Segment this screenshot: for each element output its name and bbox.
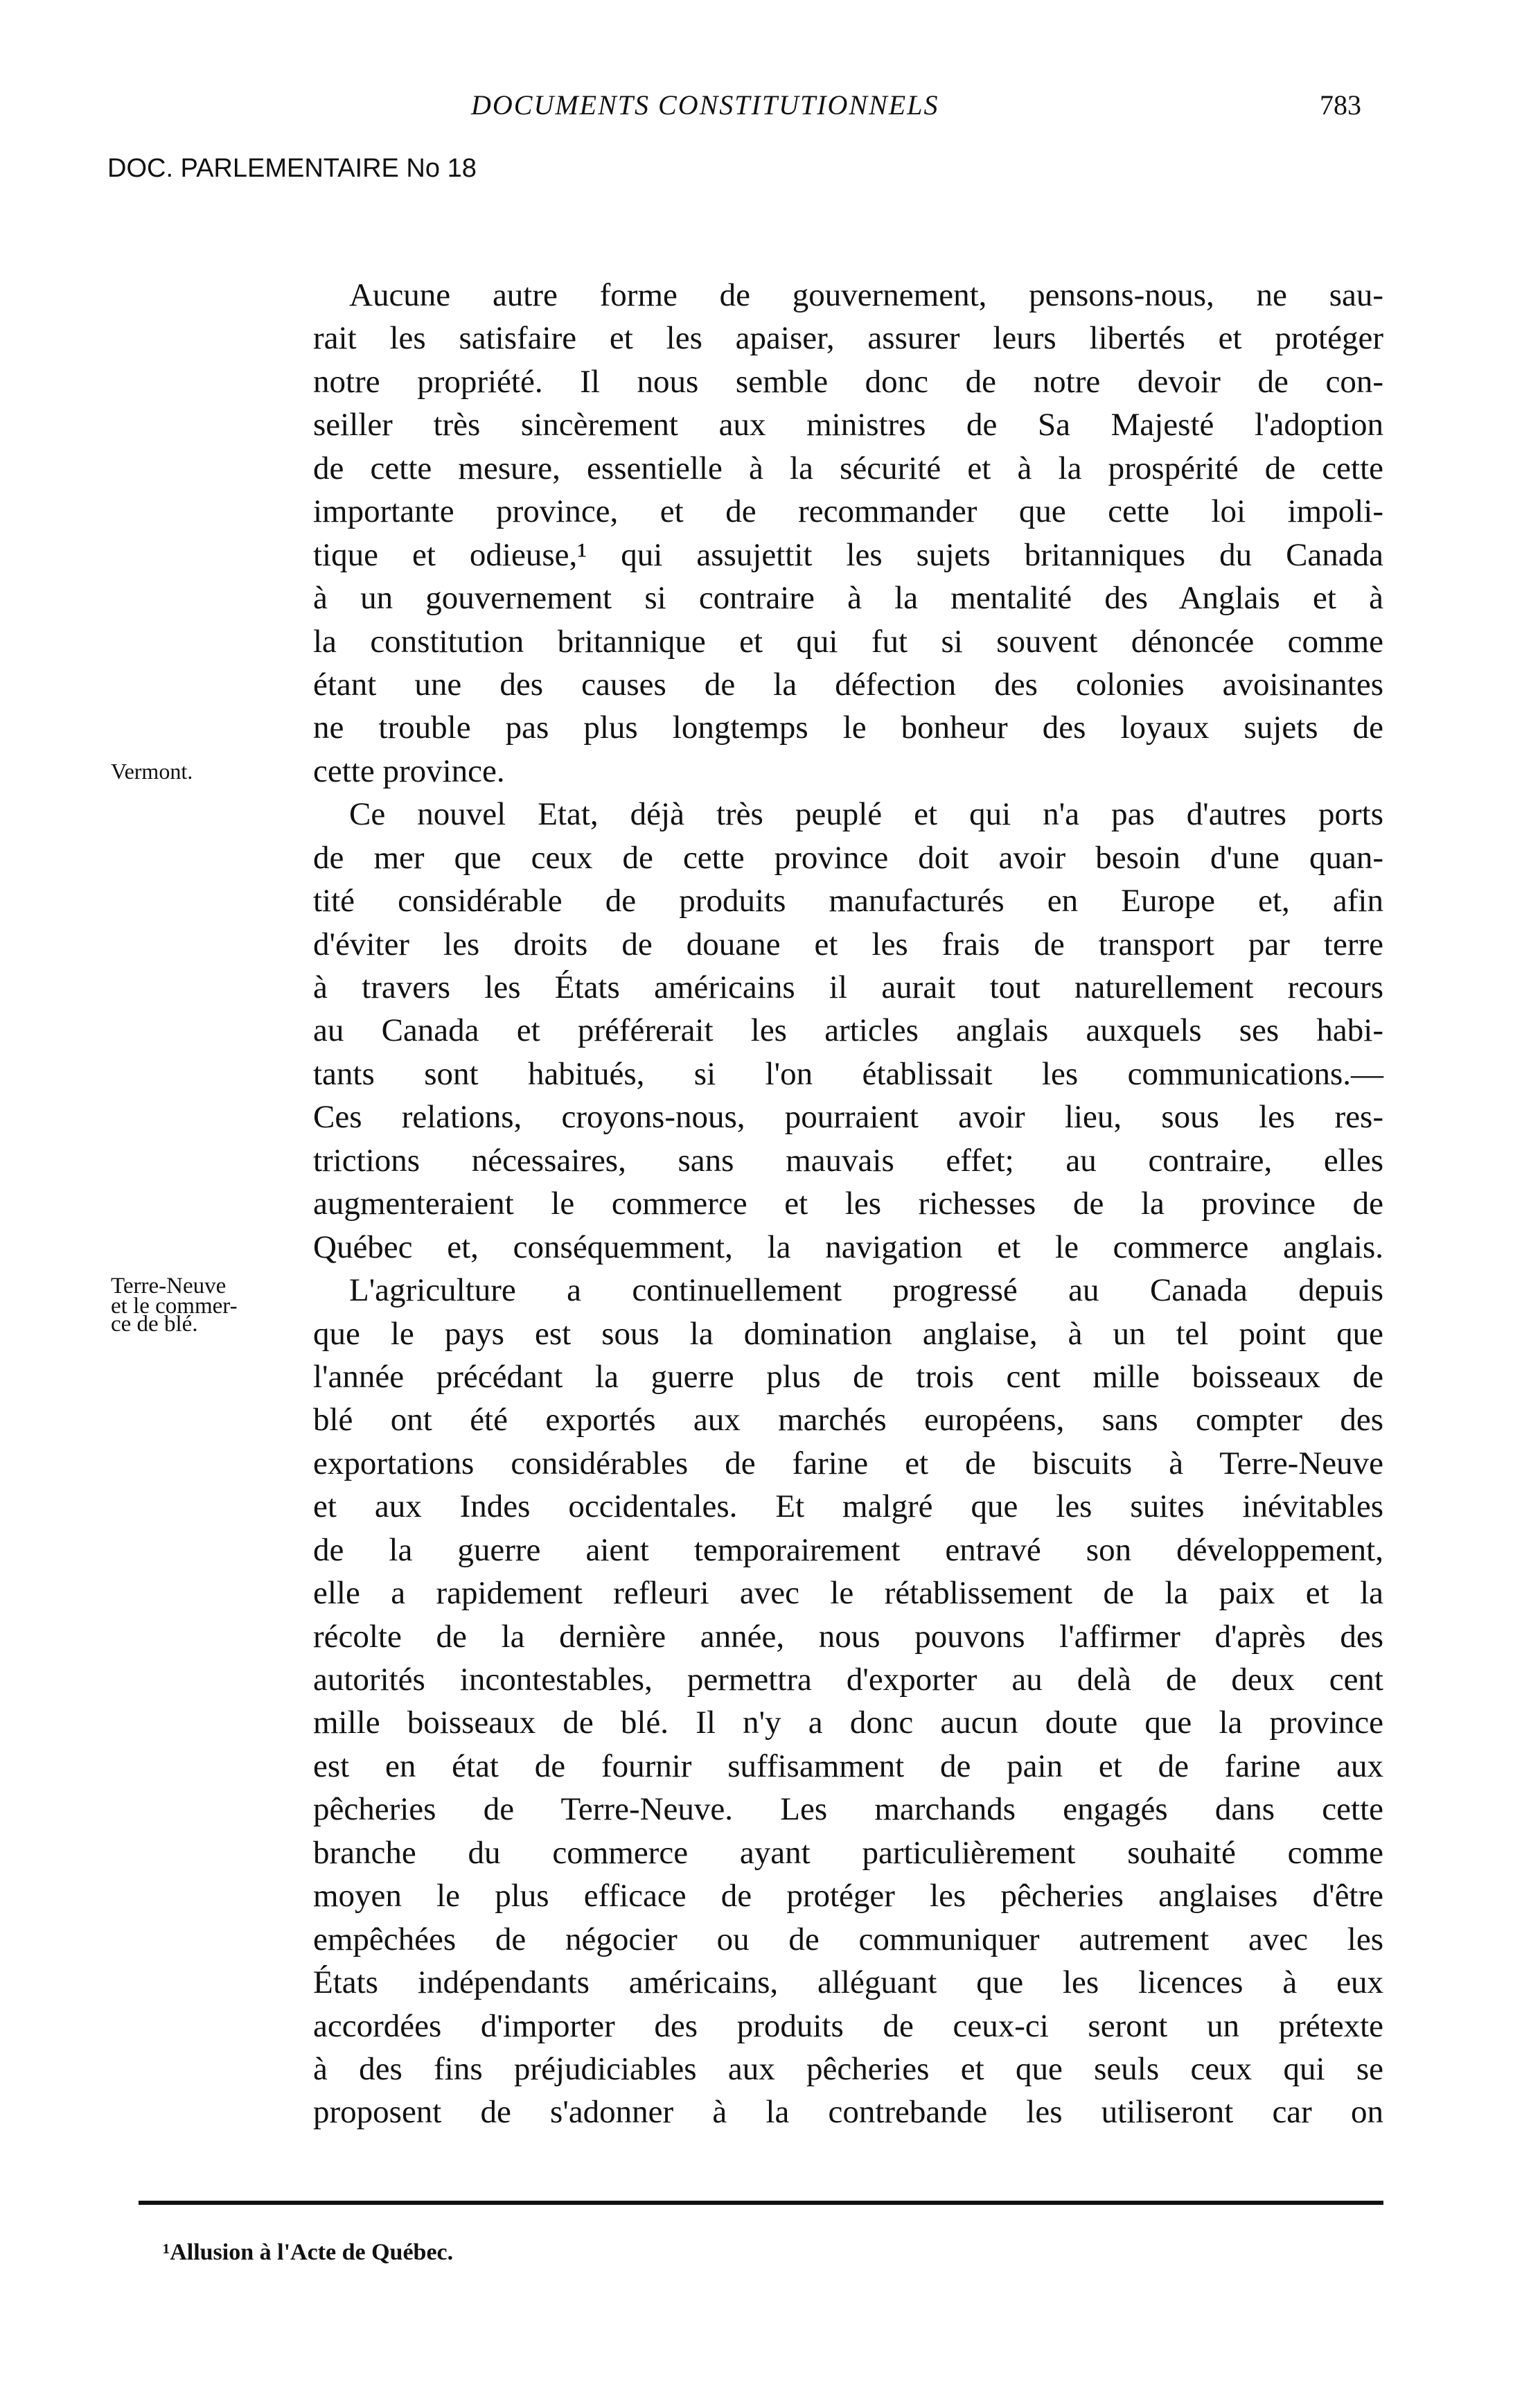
text-line: ne trouble pas plus longtemps le bonheur des loyaux sujets de xyxy=(313,710,1383,746)
margin-note-terre-neuve xyxy=(111,1274,238,1337)
text-line: étant une des causes de la défection des colonies avoisinantes xyxy=(313,666,1383,703)
text-line: que le pays est sous la domination anglaise, à un tel point que xyxy=(313,1315,1383,1352)
text-line: augmenteraient le commerce et les richesses de la province de xyxy=(313,1186,1383,1222)
text-line: de la guerre aient temporairement entravé son développement, xyxy=(313,1531,1383,1568)
text-line: Ces relations, croyons-nous, pourraient avoir lieu, sous les res- xyxy=(313,1099,1383,1136)
margin-note-line: Terre-Neuve xyxy=(111,1274,227,1299)
text-line: branche du commerce ayant particulièrement souhaité comme xyxy=(313,1834,1383,1871)
text-line: récolte de la dernière année, nous pouvons l'affirmer d'après des xyxy=(313,1618,1383,1655)
text-line: à des fins préjudiciables aux pêcheries et que seuls ceux qui se xyxy=(313,2050,1383,2087)
text-line: à un gouvernement si contraire à la mentalité des Anglais et à xyxy=(313,580,1383,617)
text-line: de cette mesure, essentielle à la sécurité et à la prospérité de cette xyxy=(313,450,1383,486)
page-number: 783 xyxy=(1320,89,1361,121)
text-line: L'agriculture a continuellement progressé au Canada depuis xyxy=(349,1272,1383,1309)
text-line: importante province, et de recommander que cette loi impoli- xyxy=(313,493,1383,530)
text-line: d'éviter les droits de douane et les frais de transport par terre xyxy=(313,926,1383,962)
body-text xyxy=(313,274,1383,2134)
text-line: et aux Indes occidentales. Et malgré que les suites inévitables xyxy=(313,1488,1383,1525)
text-line: empêchées de négocier ou de communiquer autrement avec les xyxy=(313,1921,1383,1957)
text-line: Québec et, conséquemment, la navigation et le commerce anglais. xyxy=(313,1229,1383,1265)
text-line: exportations considérables de farine et de biscuits à Terre-Neuve xyxy=(313,1445,1383,1481)
text-line: Aucune autre forme de gouvernement, pensons-nous, ne sau- xyxy=(349,277,1383,313)
text-line: autorités incontestables, permettra d'exporter au delà de deux cent xyxy=(313,1662,1383,1698)
text-line: moyen le plus efficace de protéger les pêcheries anglaises d'être xyxy=(313,1878,1383,1915)
text-line: tique et odieuse,¹ qui assujettit les sujets britanniques du Canada xyxy=(313,536,1383,573)
running-header-title: DOCUMENTS CONSTITUTIONNELS xyxy=(471,89,939,121)
text-line: rait les satisfaire et les apaiser, assurer leurs libertés et protéger xyxy=(313,320,1383,357)
margin-note-line: et le commer- xyxy=(111,1294,238,1319)
text-line: pêcheries de Terre-Neuve. Les marchands engagés dans cette xyxy=(313,1791,1383,1828)
text-line: l'année précédant la guerre plus de trois cent mille boisseaux de xyxy=(313,1358,1383,1395)
text-line: notre propriété. Il nous semble donc de notre devoir de con- xyxy=(313,363,1383,400)
text-line: États indépendants américains, alléguant que les licences à eux xyxy=(313,1964,1383,2001)
text-line: trictions nécessaires, sans mauvais effet; au contraire, elles xyxy=(313,1142,1383,1179)
footnote-divider xyxy=(139,2201,1383,2205)
text-line: blé ont été exportés aux marchés européens, sans compter des xyxy=(313,1402,1383,1438)
text-line: accordées d'importer des produits de ceux-ci seront un prétexte xyxy=(313,2007,1383,2044)
text-line: seiller très sincèrement aux ministres de Sa Majesté l'adoption xyxy=(313,407,1383,443)
text-line: Ce nouvel Etat, déjà très peuplé et qui n'a pas d'autres ports xyxy=(349,796,1383,833)
text-line: cette province. xyxy=(313,752,505,789)
document-number: DOC. PARLEMENTAIRE No 18 xyxy=(107,154,477,183)
text-line: à travers les États américains il aurait tout naturellement recours xyxy=(313,969,1383,1005)
text-line: de mer que ceux de cette province doit avoir besoin d'une quan- xyxy=(313,839,1383,876)
margin-note-line: ce de blé. xyxy=(111,1312,198,1337)
footnote: ¹Allusion à l'Acte de Québec. xyxy=(163,2239,454,2265)
text-line: mille boisseaux de blé. Il n'y a donc aucun doute que la province xyxy=(313,1705,1383,1741)
text-line: la constitution britannique et qui fut si souvent dénoncée comme xyxy=(313,623,1383,660)
text-line: elle a rapidement refleuri avec le rétablissement de la paix et la xyxy=(313,1575,1383,1612)
margin-note-vermont: Vermont. xyxy=(111,759,193,784)
text-line: proposent de s'adonner à la contrebande les utiliseront car on xyxy=(313,2094,1383,2131)
text-line: tants sont habitués, si l'on établissait les communications.— xyxy=(313,1055,1383,1092)
text-line: tité considérable de produits manufacturés en Europe et, afin xyxy=(313,883,1383,919)
text-line: au Canada et préférerait les articles anglais auxquels ses habi- xyxy=(313,1012,1383,1049)
text-line: est en état de fournir suffisamment de pain et de farine aux xyxy=(313,1748,1383,1784)
